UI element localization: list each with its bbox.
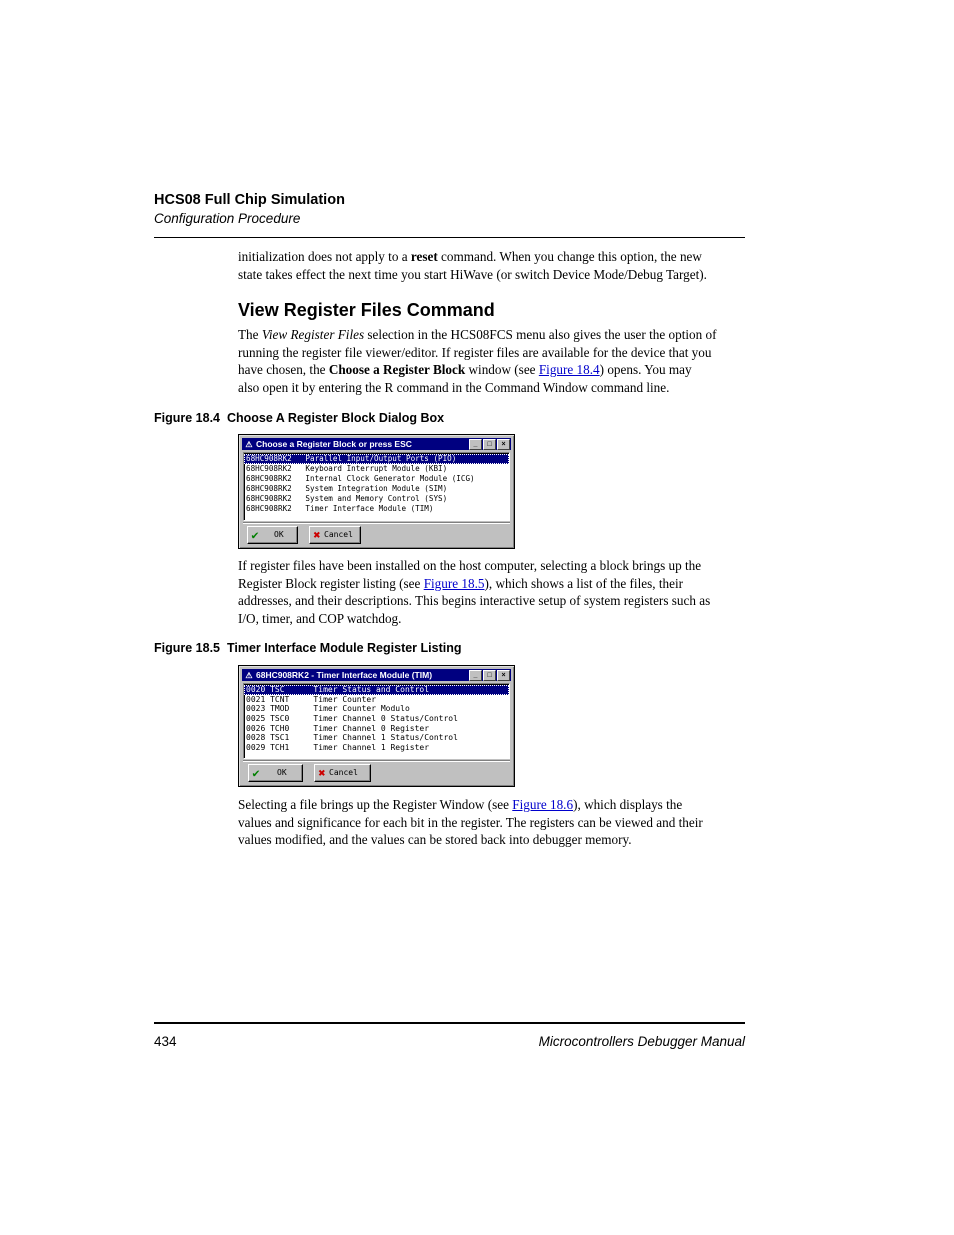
cancel-button[interactable] bbox=[314, 764, 371, 782]
checkmark-icon: ✔ bbox=[251, 528, 259, 542]
para-bold: Choose a Register Block bbox=[328, 362, 466, 378]
list-item[interactable]: 68HC908RK2 System and Memory Control (SYS) bbox=[246, 494, 448, 503]
close-icon[interactable]: × bbox=[497, 670, 510, 681]
window-footer-divider bbox=[243, 760, 510, 761]
para-italic: View Register Files bbox=[261, 327, 365, 342]
para-text: have chosen, the bbox=[238, 362, 329, 378]
table-row[interactable]: 0023 TMOD Timer Counter Modulo bbox=[246, 704, 410, 714]
header-rule bbox=[154, 237, 745, 238]
paragraph-2 bbox=[238, 557, 748, 627]
manual-title: Microcontrollers Debugger Manual bbox=[538, 1034, 745, 1049]
section-heading: View Register Files Command bbox=[238, 300, 495, 320]
para-text: running the register file viewer/editor. If register files are available for the device that you bbox=[238, 344, 712, 360]
cancel-button[interactable] bbox=[309, 526, 361, 544]
list-item[interactable]: 68HC908RK2 System Integration Module (SIM) bbox=[246, 484, 448, 493]
table-row[interactable]: 0026 TCH0 Timer Channel 0 Register bbox=[246, 723, 430, 733]
choose-register-block-dialog bbox=[238, 434, 515, 549]
footer-rule bbox=[154, 1022, 745, 1024]
app-icon: ⚠ bbox=[245, 671, 253, 680]
window-title: 68HC908RK2 - Timer Interface Module (TIM) bbox=[256, 670, 433, 680]
intro-text: command. When you change this option, the new bbox=[437, 249, 702, 264]
maximize-icon[interactable]: □ bbox=[483, 439, 496, 450]
ok-label: OK bbox=[277, 768, 287, 777]
para-text: Selecting a file brings up the Register Window (see bbox=[238, 797, 513, 812]
section-paragraph bbox=[238, 326, 748, 396]
para-text: values modified, and the values can be stored back into debugger memory. bbox=[238, 832, 632, 848]
dialog-title: Choose a Register Block or press ESC bbox=[256, 439, 412, 449]
window-titlebar[interactable] bbox=[242, 669, 511, 681]
para-text: ), which shows a list of the files, their bbox=[484, 575, 684, 591]
cancel-label: Cancel bbox=[329, 768, 358, 777]
figure-18-4-link[interactable]: Figure 18.4 bbox=[538, 362, 600, 378]
minimize-icon[interactable]: _ bbox=[469, 439, 482, 450]
para-text: ) opens. You may bbox=[599, 362, 692, 378]
cross-icon: ✖ bbox=[313, 528, 321, 542]
checkmark-icon: ✔ bbox=[252, 766, 260, 780]
cancel-label: Cancel bbox=[324, 530, 353, 539]
intro-text: state takes effect the next time you start HiWave (or switch Device Mode/Debug Target). bbox=[238, 266, 707, 282]
para-text: also open it by entering the R command in the Command Window command line. bbox=[238, 379, 670, 395]
section-subtitle: Configuration Procedure bbox=[154, 211, 301, 226]
figure-18-5-link[interactable]: Figure 18.5 bbox=[423, 575, 485, 591]
figure-18-4-caption: Figure 18.4 Choose A Register Block Dialog Box bbox=[154, 411, 445, 425]
table-row[interactable]: 0029 TCH1 Timer Channel 1 Register bbox=[246, 743, 430, 753]
table-row[interactable]: 0028 TSC1 Timer Channel 1 Status/Control bbox=[246, 733, 458, 743]
para-text: Register Block register listing (see bbox=[238, 575, 424, 591]
para-text: window (see bbox=[465, 362, 539, 378]
intro-bold: reset bbox=[410, 249, 438, 264]
para-text: The bbox=[238, 327, 262, 342]
table-row[interactable]: 0020 TSC Timer Status and Control bbox=[244, 685, 509, 695]
dialog-titlebar[interactable] bbox=[242, 438, 511, 450]
minimize-icon[interactable]: _ bbox=[469, 670, 482, 681]
intro-text: initialization does not apply to a bbox=[238, 249, 411, 264]
ok-button[interactable] bbox=[248, 764, 303, 782]
para-text: selection in the HCS08FCS menu also gives the user the option of bbox=[364, 327, 717, 342]
list-item[interactable]: 68HC908RK2 Parallel Input/Output Ports (PIO) bbox=[244, 454, 509, 464]
list-item[interactable]: 68HC908RK2 Timer Interface Module (TIM) bbox=[246, 504, 434, 513]
list-item[interactable]: 68HC908RK2 Keyboard Interrupt Module (KBI) bbox=[246, 464, 448, 473]
para-text: If register files have been installed on the host computer, selecting a block brings up the bbox=[238, 558, 702, 573]
register-block-list[interactable] bbox=[243, 452, 510, 521]
para-text: values and significance for each bit in the register. The registers can be viewed and their bbox=[238, 814, 703, 830]
dialog-footer-divider bbox=[243, 522, 510, 523]
intro-paragraph bbox=[238, 248, 748, 283]
close-icon[interactable]: × bbox=[497, 439, 510, 450]
list-item[interactable]: 68HC908RK2 Internal Clock Generator Module (ICG) bbox=[246, 474, 475, 483]
ok-label: OK bbox=[274, 530, 284, 539]
para-text: I/O, timer, and COP watchdog. bbox=[238, 610, 402, 626]
figure-18-6-link[interactable]: Figure 18.6 bbox=[512, 797, 574, 812]
timer-interface-module-window bbox=[238, 665, 515, 787]
maximize-icon[interactable]: □ bbox=[483, 670, 496, 681]
table-row[interactable]: 0025 TSC0 Timer Channel 0 Status/Control bbox=[246, 714, 458, 724]
figure-18-5-caption: Figure 18.5 Timer Interface Module Register Listing bbox=[154, 641, 462, 655]
register-list[interactable] bbox=[243, 683, 510, 759]
para-text: ), which displays the bbox=[573, 797, 683, 812]
page-number: 434 bbox=[154, 1034, 177, 1049]
titlebar-buttons bbox=[468, 439, 510, 449]
titlebar-buttons bbox=[468, 670, 510, 680]
table-row[interactable]: 0021 TCNT Timer Counter bbox=[246, 694, 377, 704]
cross-icon: ✖ bbox=[318, 766, 326, 780]
chapter-title: HCS08 Full Chip Simulation bbox=[154, 192, 345, 208]
paragraph-3 bbox=[238, 796, 748, 849]
para-text: addresses, and their descriptions. This begins interactive setup of system registers such as bbox=[238, 593, 711, 609]
ok-button[interactable] bbox=[247, 526, 298, 544]
app-icon: ⚠ bbox=[245, 440, 253, 449]
